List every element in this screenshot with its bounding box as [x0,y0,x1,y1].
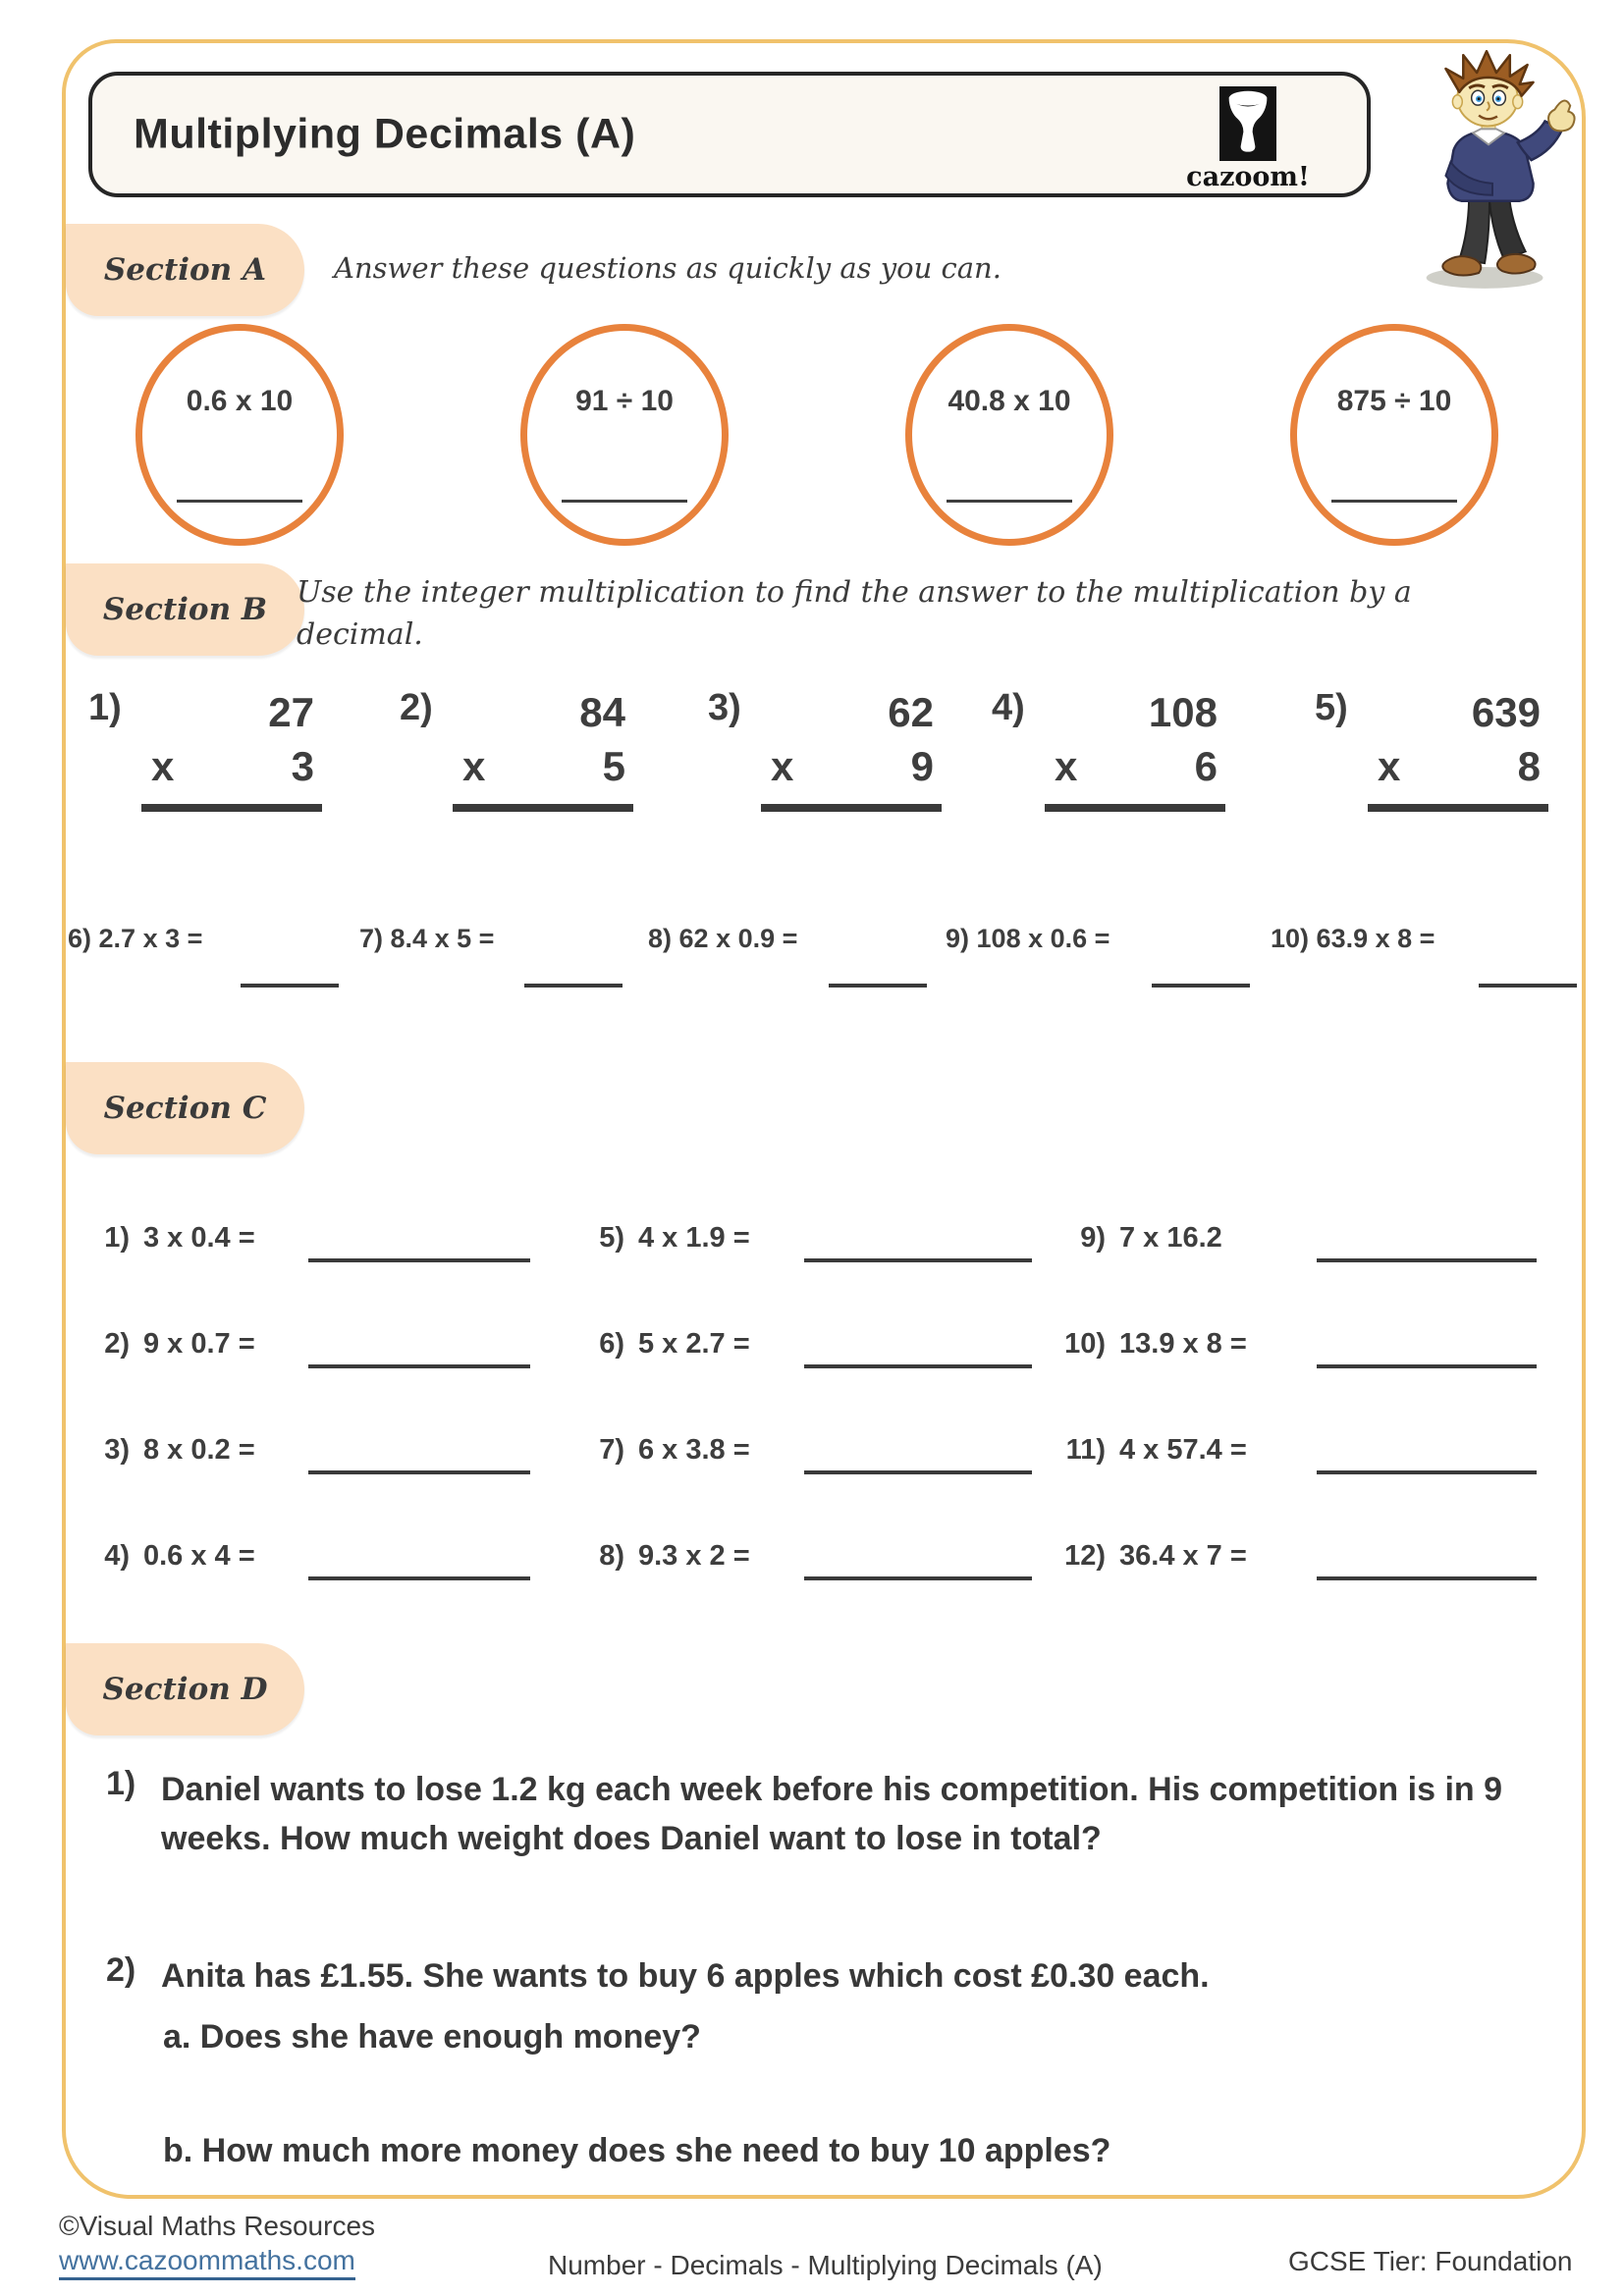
answer-line [1479,984,1577,988]
answer-line [1317,1470,1537,1474]
inline-problem: 10) 63.9 x 8 = [1271,924,1435,953]
mascot-boy-illustration [1389,49,1594,297]
cazoom-logo-text: cazoom! [1186,162,1310,192]
answer-line [453,804,633,812]
multiplicand: 27 [268,689,314,735]
question-oval [520,324,729,546]
answer-line [524,984,623,988]
multiplier: 6 [1194,743,1218,789]
inline-problem: 8) 62 x 0.9 = [648,924,798,953]
operator: x [1055,743,1078,789]
section-c-problem: 3) 8 x 0.2 = [104,1434,255,1466]
problem-number: 2) [106,1951,136,1989]
problem-number: 4) [992,687,1025,728]
answer-line [562,500,687,503]
section-c-problem: 11) 4 x 57.4 = [1065,1434,1247,1466]
vertical-multiplication-problem [992,685,1225,812]
problem-text: Anita has £1.55. She wants to buy 6 apples which cost £0.30 each. [161,1957,1210,1995]
answer-line [947,500,1072,503]
oval-question-text: 875 ÷ 10 [1336,385,1452,417]
answer-line [804,1258,1032,1262]
answer-line [829,984,927,988]
section-c-problem: 9) 7 x 16.2 [1080,1222,1222,1254]
section-c-problem: 2) 9 x 0.7 = [104,1328,255,1360]
operator: x [151,743,175,789]
inline-problem: 9) 108 x 0.6 = [946,924,1110,953]
answer-line [1317,1258,1537,1262]
question-oval [905,324,1113,546]
multiplier: 9 [910,743,934,789]
section-c-label: Section C [66,1062,304,1154]
section-c-problem: 5) 4 x 1.9 = [599,1222,750,1254]
operator: x [462,743,486,789]
multiplier: 8 [1517,743,1541,789]
vertical-multiplication-problem [88,685,322,812]
oval-question-text: 40.8 x 10 [947,385,1071,417]
section-d-label: Section D [66,1643,304,1735]
multiplicand: 62 [888,689,934,735]
section-b-instruction: Use the integer multiplication to find the answer to the multiplication by a decimal. [297,575,1412,652]
word-problem-2a: a. Does she have enough money? [163,2018,701,2056]
answer-line [308,1258,530,1262]
inline-problem: 6) 2.7 x 3 = [68,924,203,953]
problem-number: 2) [400,687,433,728]
answer-line [308,1576,530,1580]
oval-question-text: 0.6 x 10 [186,385,294,417]
answer-line [241,984,339,988]
multiplicand: 108 [1148,689,1218,735]
section-a-instruction: Answer these questions as quickly as you can. [334,251,1001,285]
section-c-problem: 6) 5 x 2.7 = [599,1328,750,1360]
section-b-label: Section B [66,563,304,656]
problem-number: 1) [88,687,122,728]
footer-website-link[interactable]: www.cazoommaths.com [59,2245,355,2280]
section-c-problem: 1) 3 x 0.4 = [104,1222,255,1254]
footer-topic: Number - Decimals - Multiplying Decimals (A) [548,2250,1103,2280]
answer-line [1317,1364,1537,1368]
cazoom-logo [1174,86,1322,192]
section-c-problem: 7) 6 x 3.8 = [599,1434,750,1466]
answer-line [1152,984,1250,988]
title-box [88,72,1371,197]
answer-line [141,804,322,812]
word-problem-1 [106,1765,1511,1863]
vertical-multiplication-problem [1315,685,1548,812]
answer-line [1331,500,1457,503]
answer-line [1317,1576,1537,1580]
problem-text: Daniel wants to lose 1.2 kg each week before his competition. His competition is in 9 weeks. How much weight does Daniel want to lose in total? [161,1771,1503,1857]
answer-line [177,500,302,503]
answer-line [1045,804,1225,812]
oval-question-text: 91 ÷ 10 [575,385,674,417]
word-problem-2 [106,1951,1511,2001]
footer-tier: GCSE Tier: Foundation [1288,2246,1573,2276]
section-a-label: Section A [66,224,304,316]
answer-line [308,1364,530,1368]
answer-line [1368,804,1548,812]
vertical-multiplication-problem [400,685,633,812]
problem-number: 3) [708,687,741,728]
answer-line [804,1364,1032,1368]
section-c-problem: 12) 36.4 x 7 = [1064,1540,1247,1572]
multiplier: 3 [291,743,314,789]
question-oval [1290,324,1498,546]
answer-line [761,804,942,812]
question-oval [135,324,344,546]
answer-line [308,1470,530,1474]
word-problem-2b: b. How much more money does she need to buy 10 apples? [163,2132,1111,2169]
answer-line [804,1576,1032,1580]
section-c-problem: 8) 9.3 x 2 = [599,1540,750,1572]
multiplicand: 639 [1471,689,1541,735]
inline-problem: 7) 8.4 x 5 = [359,924,495,953]
answer-line [804,1470,1032,1474]
section-c-problem: 10) 13.9 x 8 = [1064,1328,1247,1360]
operator: x [1378,743,1401,789]
problem-number: 5) [1315,687,1348,728]
page-title: Multiplying Decimals (A) [134,110,636,158]
problem-number: 1) [106,1765,136,1802]
multiplicand: 84 [579,689,625,735]
multiplier: 5 [602,743,625,789]
cazoom-logo-drum-icon [1219,86,1276,161]
section-c-problem: 4) 0.6 x 4 = [104,1540,255,1572]
operator: x [771,743,794,789]
vertical-multiplication-problem [708,685,942,812]
footer-copyright: ©Visual Maths Resources [59,2211,376,2241]
